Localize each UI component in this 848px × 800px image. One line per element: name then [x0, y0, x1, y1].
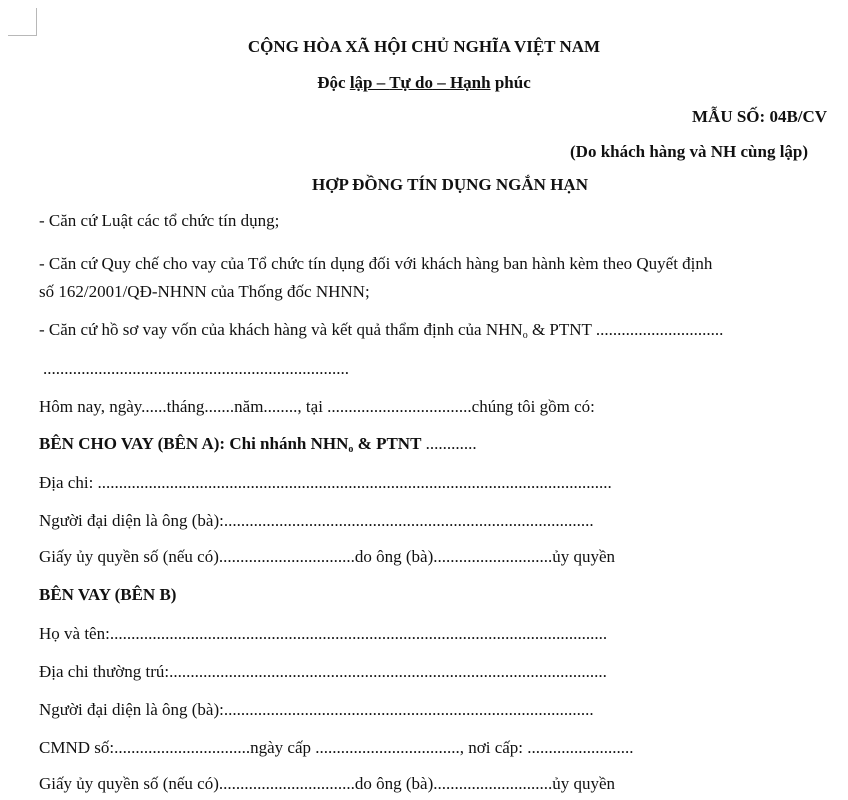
- motto-suffix: phúc: [490, 73, 531, 92]
- basis-loan-dossier-tail: & PTNT ..............................: [527, 320, 724, 339]
- contract-date-place: Hôm nay, ngày......tháng.......năm........, tại ..................................chúng tôi gồm có:: [39, 397, 595, 416]
- party-b-permanent-address: Địa chi thường trú:.......................................................................................................: [39, 662, 607, 681]
- motto-word-lap: lập: [349, 73, 373, 92]
- basis-loan-dossier-continuation: ........................................................................: [43, 359, 349, 378]
- party-a-heading-tail: & PTNT: [353, 434, 422, 453]
- page-corner-mark: [8, 8, 38, 36]
- corner-mark-vertical: [36, 8, 37, 36]
- party-a-heading-dots: ............: [421, 434, 477, 453]
- basis-lending-regulation-line2: số 162/2001/QĐ-NHNN của Thống đốc NHNN;: [39, 282, 370, 301]
- party-a-heading-text: BÊN CHO VAY (BÊN A): Chi nhánh NHN: [39, 434, 349, 453]
- party-a-authorization: Giấy ủy quyền số (nếu có)................................do ông (bà)............................ủy quyền: [39, 547, 616, 566]
- motto-word-hanh: Hạnh: [449, 73, 491, 92]
- basis-loan-dossier-text: - Căn cứ hồ sơ vay vốn của khách hàng và kết quả thẩm định của NHN: [39, 320, 523, 339]
- form-note: (Do khách hàng và NH cùng lập): [570, 142, 809, 161]
- motto-separator-2: –: [432, 73, 450, 92]
- party-b-full-name: Họ và tên:.....................................................................................................................: [39, 624, 608, 643]
- party-b-representative: Người đại diện là ông (bà):.......................................................................................: [39, 700, 594, 719]
- basis-lending-regulation-line1: - Căn cứ Quy chế cho vay của Tổ chức tín dụng đối với khách hàng ban hành kèm theo Quyết định: [39, 254, 713, 273]
- party-a-address: Địa chi: .........................................................................................................................: [39, 473, 612, 492]
- motto-separator-1: –: [372, 73, 390, 92]
- party-b-authorization: Giấy ủy quyền số (nếu có)................................do ông (bà)............................ủy quyền: [39, 774, 616, 793]
- party-a-representative: Người đại diện là ông (bà):.......................................................................................: [39, 511, 594, 530]
- party-b-id-card: CMND số:................................ngày cấp .................................., nơi cấp: .........................: [39, 738, 634, 757]
- document-title: HỢP ĐỒNG TÍN DỤNG NGẮN HẠN: [312, 175, 588, 194]
- basis-loan-dossier-subscript: o: [522, 330, 528, 341]
- form-number: MẪU SỐ: 04B/CV: [692, 107, 828, 126]
- basis-loan-dossier: [39, 319, 723, 341]
- motto-word-tu-do: Tự do: [389, 73, 433, 92]
- country-name: CỘNG HÒA XÃ HỘI CHỦ NGHĨA VIỆT NAM: [247, 37, 601, 56]
- party-a-heading: [39, 433, 477, 455]
- national-motto: [0, 72, 848, 94]
- motto-prefix: Độc: [317, 73, 350, 92]
- basis-credit-institutions-law: - Căn cứ Luật các tổ chức tín dụng;: [39, 211, 280, 230]
- party-a-heading-subscript: o: [348, 444, 354, 455]
- party-b-heading: BÊN VAY (BÊN B): [39, 585, 177, 604]
